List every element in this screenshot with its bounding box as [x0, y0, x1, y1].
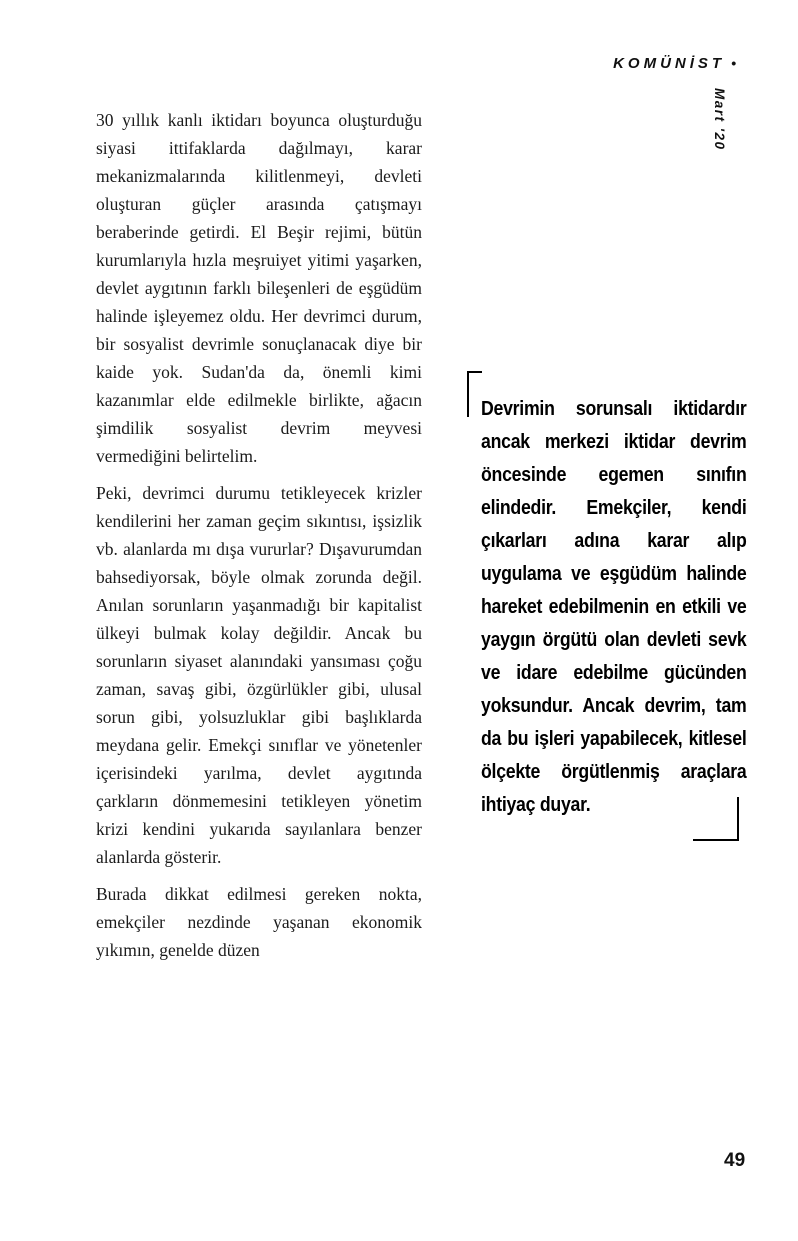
pull-quote-bracket-bottom: [693, 797, 739, 841]
page-number: 49: [724, 1150, 746, 1171]
pull-quote-bracket-top: [467, 371, 482, 417]
article-paragraph: Burada dikkat edilmesi gereken nokta, emekçiler nezdinde yaşanan ekonomik yıkımın, genelde düzen: [96, 884, 422, 960]
masthead-bullet: •: [731, 55, 736, 71]
journal-masthead: [613, 55, 736, 72]
article-paragraph: Peki, devrimci durumu tetikleyecek krizler kendilerini her zaman geçim sıkıntısı, işsizlik vb. alanlarda mı dışa vururlar? Dışavurumdan bahsediyorsak, böyle olmak zorunda değil. Anılan sorunların yaşanmadığı bir kapitalist ülkeyi bulmak kolay değildir. Ancak bu sorunların siyaset alanındaki yansıması çoğu zaman, savaş gibi, özgürlükler gibi, ulusal sorun gibi, yolsuzluklar gibi başlıklarda meydana gelir. Emekçi sınıflar ve yönetenler içerisindeki yarılma, devlet aygıtında çarkların dönmemesini tetikleyen yönetim krizi kendini yukarıda sayılanlara benzer alanlarda gösterir.: [96, 483, 422, 867]
article-body-column: [96, 106, 422, 973]
journal-title: KOMÜNİST: [613, 55, 726, 72]
article-paragraph: 30 yıllık kanlı iktidarı boyunca oluşturduğu siyasi ittifaklarda dağılmayı, karar mekanizmalarında kilitlenmeyi, devleti oluşturan güçler arasında çatışmayı beraberinde getirdi. El Beşir rejimi, bütün kurumlarıyla hızla meşruiyet yitimi yaşarken, devlet aygıtının farklı bileşenleri de eşgüdüm halinde işleyemez oldu. Her devrimci durum, bir sosyalist devrimle sonuçlanacak diye bir kaide yok. Sudan'da da, önemli kimi kazanımlar elde edilmekle birlikte, ağacın şimdilik sosyalist devrim meyvesi vermediğini belirtelim.: [96, 110, 422, 466]
pull-quote: Devrimin sorunsalı iktidardır ancak merkezi iktidar devrim öncesinde egemen sınıfın elindedir. Emekçiler, kendi çıkarları adına karar alıp uygulama ve eşgüdüm halinde hareket edebilmenin en etkili ve yaygın örgütü olan devleti sevk ve idare edebilme gücünden yoksundur. Ancak devrim, tam da bu işleri yapabilecek, kitlesel ölçekte örgütlenmiş araçlara ihtiyaç duyar.: [481, 398, 747, 816]
issue-date: Mart '20: [712, 88, 727, 151]
